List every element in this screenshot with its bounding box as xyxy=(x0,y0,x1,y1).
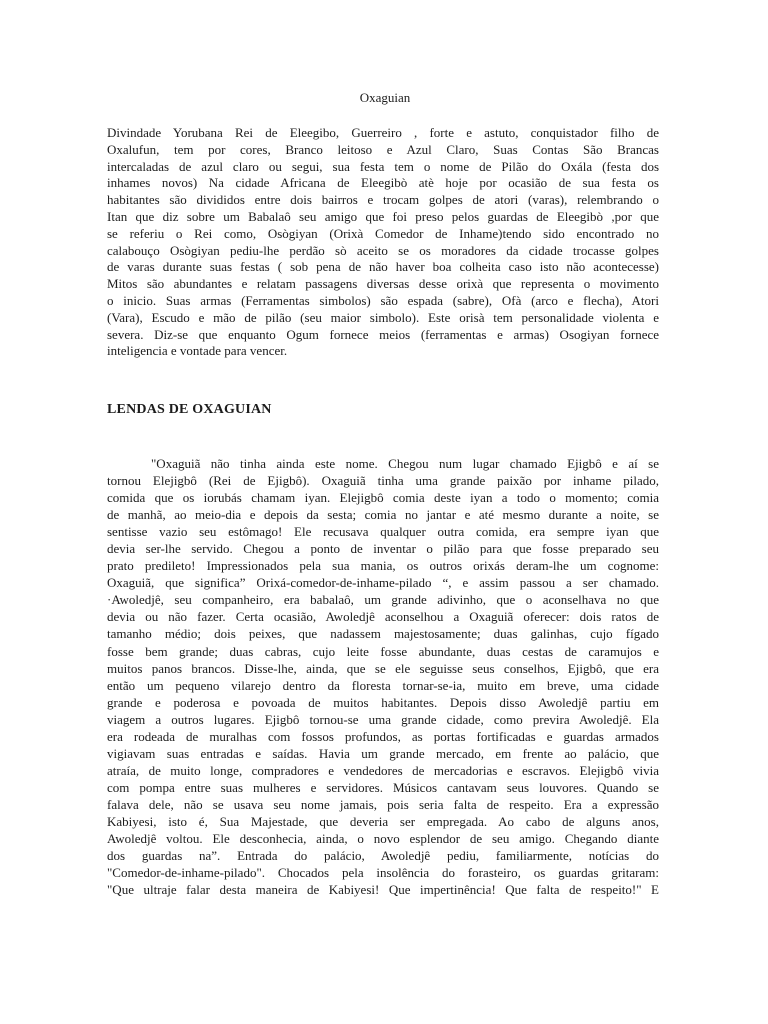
text-line: então um pequeno vilarejo dentro da floresta tornar-se-ia, muito em breve, uma cidade xyxy=(107,677,659,693)
text-line: de varas durante suas festas ( sob pena de não haver boa colheita caso isto não acontecesse) xyxy=(107,259,659,275)
document-page xyxy=(107,0,663,1024)
section-heading: LENDAS DE OXAGUIAN xyxy=(107,402,272,417)
text-line: prato predileto! Impressionados pela sua mania, os outros orixás deram-lhe um cognome: xyxy=(107,558,659,574)
text-line: de manhã, ao meio-dia e depois da sesta; comia no jantar e até mesmo durante a noite, se xyxy=(107,507,659,523)
text-line: era rodeada de muralhas com fossos profundos, as portas fortificadas e guardas armados xyxy=(107,728,659,744)
text-line: "Oxaguiã não tinha ainda este nome. Chegou num lugar chamado Ejigbô e aí se xyxy=(151,456,659,471)
text-line: comida que os iorubás chamam iyan. Elejigbô comia deste iyan a todo o momento; comia xyxy=(107,490,659,506)
text-line: Divindade Yorubana Rei de Eleegibo, Guerreiro , forte e astuto, conquistador filho de xyxy=(107,125,659,140)
intro-paragraph xyxy=(107,125,659,360)
text-line: devia ser-lhe servido. Chegou a ponto de inventar o pilão para que fosse preparado seu xyxy=(107,541,659,557)
text-line: se referiu o Rei como, Osògiyan (Orixà Comedor de Inhame)tendo sido encontrado no xyxy=(107,225,659,241)
legend-paragraph xyxy=(107,455,659,898)
text-line: vigiavam suas entradas e saídas. Havia um grande mercado, em frente ao palácio, que xyxy=(107,745,659,761)
text-line: atraía, de muito longe, compradores e vendedores de mercadorias e escravos. Elejigbô vivia xyxy=(107,762,659,778)
text-line: "Comedor-de-inhame-pilado". Chocados pela insolência do forasteiro, os guardas gritaram: xyxy=(107,865,659,881)
document-title: Oxaguian xyxy=(359,90,411,105)
text-line: devia ou não fazer. Certa ocasião, Awoledjê aconselhou a Oxaguiã oferecer: dois ratos de xyxy=(107,609,659,625)
text-line: fosse bem grande; duas cabras, cujo leite fosse abundante, duas cestas de caramujos e xyxy=(107,643,659,659)
text-line: Oxalufun, tem por cores, Branco leitoso e Azul Claro, Suas Contas São Brancas xyxy=(107,141,659,157)
text-line: o inicio. Suas armas (Ferramentas simbolos) são espada (sabre), Ofà (arco e flecha), Atori xyxy=(107,292,659,308)
text-line: muitos panos brancos. Disse-lhe, ainda, que se ele seguisse seus conselhos, Ejigbô, que era xyxy=(107,660,659,676)
text-line: tornou Elejigbô (Rei de Ejigbô). Oxaguiã tinha uma grande paixão por inhame pilado, xyxy=(107,473,659,489)
text-line: dos guardas na”. Entrada do palácio, Awoledjê pediu, familiarmente, notícias do xyxy=(107,848,659,864)
text-line: tamanho médio; dois peixes, que nadassem majestosamente; duas galinhas, cujo fígado xyxy=(107,626,659,642)
text-line: falava dele, não se usava seu nome jamais, pois seria falta de respeito. Era a expressão xyxy=(107,796,659,812)
text-line: Oxaguiã, que significa” Orixá-comedor-de-inhame-pilado “, e assim passou a ser chamado. xyxy=(107,575,659,591)
text-line: Awoledjê voltou. Ele desconhecia, ainda, o novo esplendor de seu amigo. Chegando diante xyxy=(107,831,659,847)
text-line: intercaladas de azul claro ou segui, sua festa tem o nome de Pilão do Oxála (festa dos xyxy=(107,158,659,174)
text-line: Kabiyesi, isto é, Sua Majestade, que deveria ser empregada. Ao cabo de alguns anos, xyxy=(107,813,659,829)
text-line: habitantes são divididos entre dois bairros e trocam golpes de atori (varas), relembrando o xyxy=(107,192,659,208)
text-line: inhames novos) Na cidade Africana de Eleegibò atè hoje por ocasião de sua festa os xyxy=(107,175,659,191)
text-line: com pompa entre suas mulheres e servidores. Músicos cantavam seus louvores. Quando se xyxy=(107,779,659,795)
text-line: inteligencia e vontade para vencer. xyxy=(107,343,288,359)
text-line: sentisse vazio seu estômago! Ele recusava qualquer outra comida, era sempre iyan que xyxy=(107,524,659,540)
text-line: grande e poderosa e povoada de muitos habitantes. Depois disso Awoledjê partiu em xyxy=(107,694,659,710)
text-line: "Que ultraje falar desta maneira de Kabiyesi! Que impertinência! Que falta de respeito!" E xyxy=(107,882,659,898)
text-line: Mitos são abundantes e relatam passagens diversas desse orixà que representa o movimento xyxy=(107,276,659,292)
text-line: Itan que diz sobre um Babalaô seu amigo que foi preso pelos guardas de Eleegibò ,por que xyxy=(107,208,659,224)
text-line: severa. Diz-se que enquanto Ogum fornece meios (ferramentas e armas) Osogiyan fornece xyxy=(107,326,659,342)
text-line: (Vara), Escudo e mão de pilão (seu maior simbolo). Este orisà tem personalidade violenta e xyxy=(107,309,659,325)
text-line: calabouço Osògiyan pediu-lhe perdão sò aceito se os moradores da cidade trocasse golpes xyxy=(107,242,659,258)
text-line: ·Awoledjê, seu companheiro, era babalaô, um grande adivinho, que o aconselhava no que xyxy=(107,592,659,608)
text-line: viagem a outros lugares. Ejigbô tornou-se uma grande cidade, como previra Awoledjê. Ela xyxy=(107,711,659,727)
